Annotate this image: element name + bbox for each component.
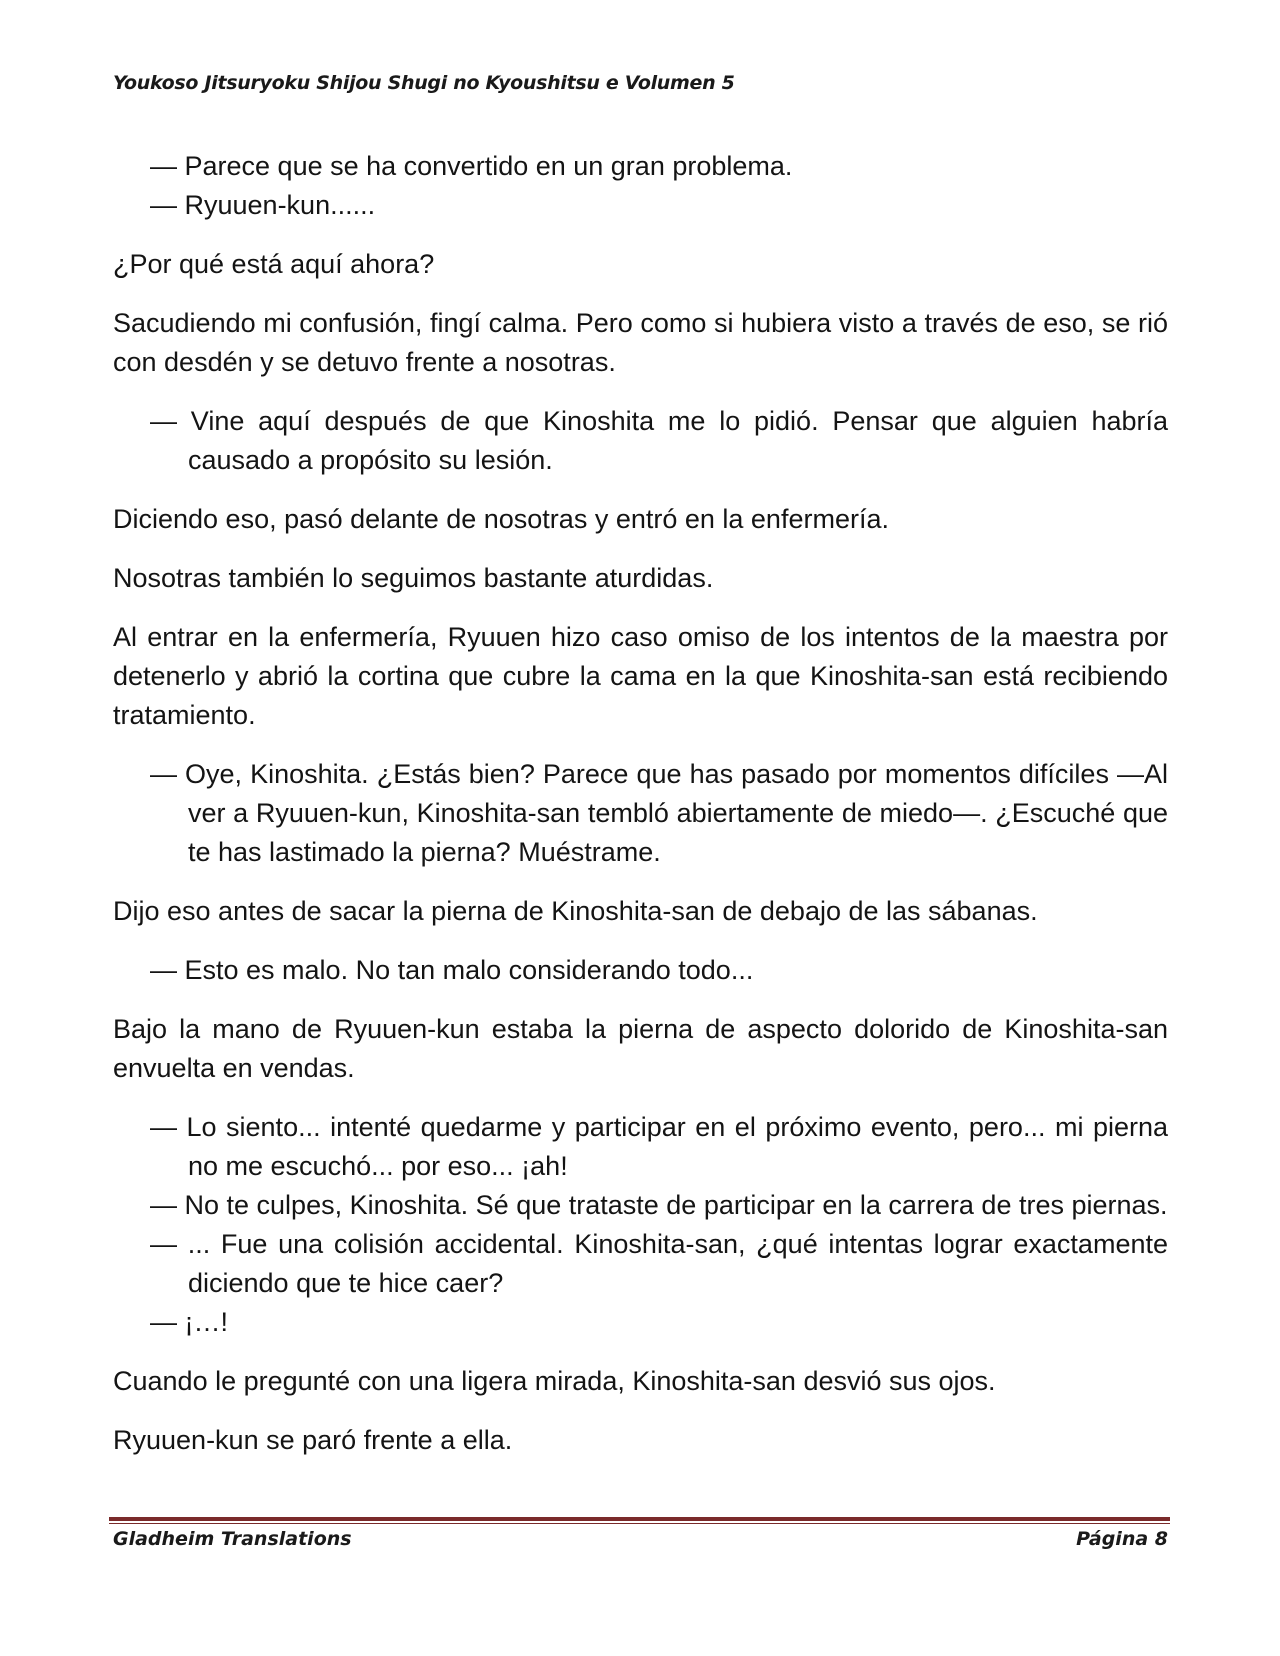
footer-publisher: Gladheim Translations [113, 1528, 352, 1550]
footer-rule [109, 1517, 1170, 1521]
paragraph: Bajo la mano de Ryuuen-kun estaba la pierna de aspecto dolorido de Kinoshita-san envuelta en vendas. [113, 1014, 1168, 1083]
dialogue-group [113, 402, 1168, 480]
dialogue-line: — ... Fue una colisión accidental. Kinoshita-san, ¿qué intentas lograr exactamente diciendo que te hice caer? [150, 1229, 1168, 1298]
dialogue-line: — Parece que se ha convertido en un gran problema. [150, 151, 793, 181]
dialogue-line: — Vine aquí después de que Kinoshita me lo pidió. Pensar que alguien habría causado a propósito su lesión. [150, 406, 1168, 475]
dialogue-line: — Lo siento... intenté quedarme y participar en el próximo evento, pero... mi pierna no me escuchó... por eso... ¡ah! [150, 1112, 1168, 1181]
paragraph: Ryuuen-kun se paró frente a ella. [113, 1425, 513, 1455]
paragraph: Dijo eso antes de sacar la pierna de Kinoshita-san de debajo de las sábanas. [113, 896, 1038, 926]
dialogue-line: — No te culpes, Kinoshita. Sé que trataste de participar en la carrera de tres piernas. [150, 1190, 1168, 1220]
page-number: Página 8 [1076, 1528, 1168, 1550]
running-header: Youkoso Jitsuryoku Shijou Shugi no Kyoushitsu e Volumen 5 [113, 72, 735, 94]
body-text [113, 147, 1168, 1480]
paragraph: Diciendo eso, pasó delante de nosotras y entró en la enfermería. [113, 504, 889, 534]
paragraph: Sacudiendo mi confusión, fingí calma. Pero como si hubiera visto a través de eso, se rió con desdén y se detuvo frente a nosotras. [113, 308, 1168, 377]
dialogue-group [113, 1108, 1168, 1342]
dialogue-line: — Esto es malo. No tan malo considerando todo... [150, 955, 754, 985]
dialogue-group [113, 951, 1168, 990]
paragraph: Cuando le pregunté con una ligera mirada, Kinoshita-san desvió sus ojos. [113, 1366, 996, 1396]
paragraph: Nosotras también lo seguimos bastante aturdidas. [113, 563, 714, 593]
dialogue-group [113, 147, 1168, 225]
paragraph: ¿Por qué está aquí ahora? [113, 249, 435, 279]
dialogue-line: — Ryuuen-kun...... [150, 190, 376, 220]
dialogue-line: — Oye, Kinoshita. ¿Estás bien? Parece que has pasado por momentos difíciles —Al ver a Ryuuen-kun, Kinoshita-san tembló abiertamente de miedo—. ¿Escuché que te has lastimado la pierna? Muéstrame. [150, 759, 1168, 867]
footer-rule-thin [109, 1523, 1170, 1524]
dialogue-line: — ¡…! [150, 1307, 228, 1337]
dialogue-group [113, 755, 1168, 872]
paragraph: Al entrar en la enfermería, Ryuuen hizo caso omiso de los intentos de la maestra por detenerlo y abrió la cortina que cubre la cama en la que Kinoshita-san está recibiendo tratamiento. [113, 622, 1168, 730]
